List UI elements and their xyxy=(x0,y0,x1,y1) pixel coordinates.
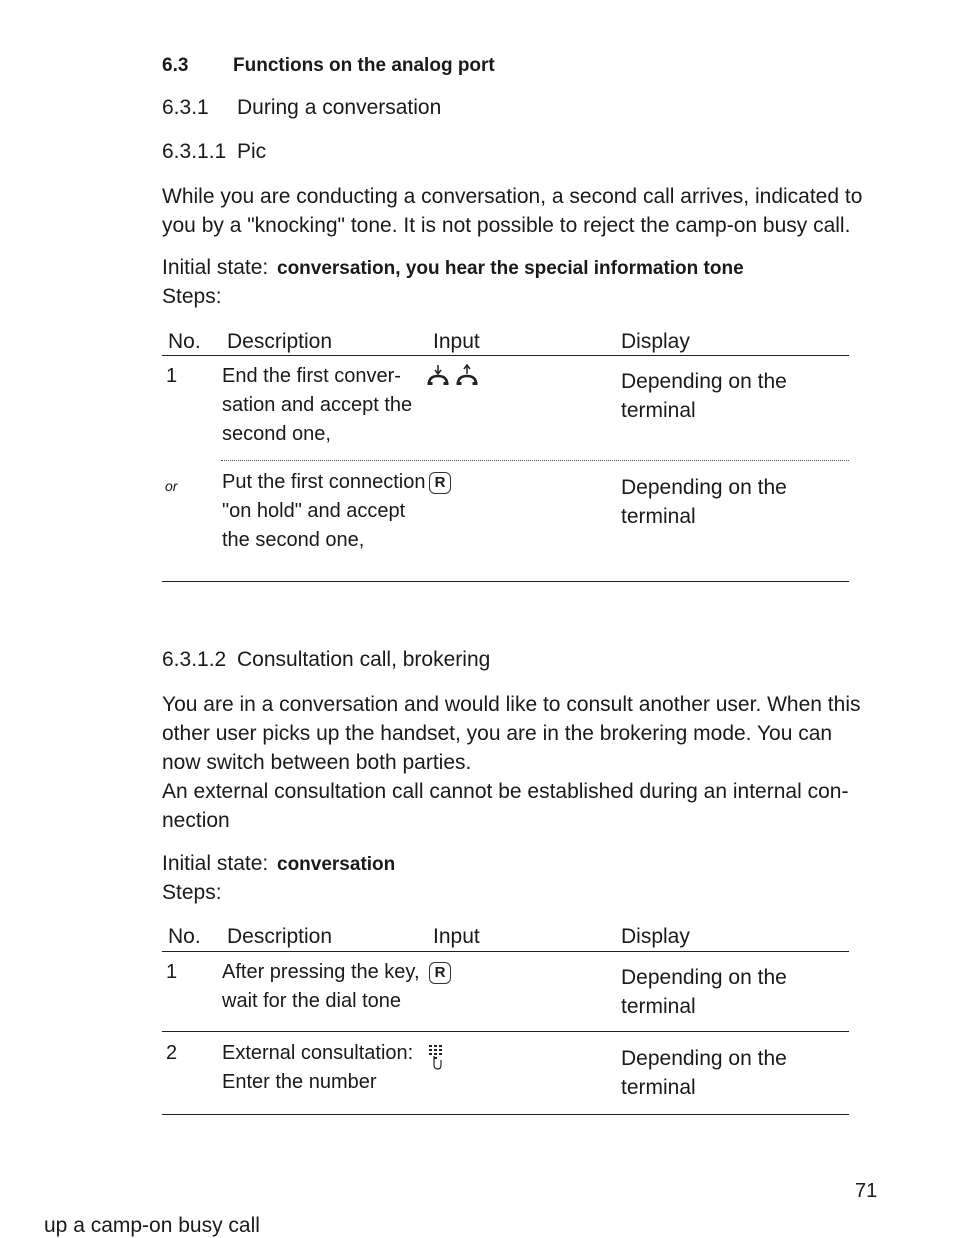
consult-intro xyxy=(162,690,862,835)
hang-up-icon xyxy=(426,364,450,388)
consult-intro-line: nection xyxy=(162,809,230,832)
consult-title: Consultation call, brokering xyxy=(237,648,491,671)
section-title: Functions on the analog port xyxy=(233,55,495,76)
table1-header-rule xyxy=(162,355,849,356)
table1-header-input: Input xyxy=(433,330,480,353)
consult-number: 6.3.1.2 xyxy=(162,648,227,671)
pic-intro-line: you by a "knocking" tone. It is not possible to reject the camp-on busy call. xyxy=(162,214,851,237)
table1-header-description: Description xyxy=(227,330,333,353)
table2-header-no: No. xyxy=(168,925,201,948)
table1-row-separator xyxy=(221,460,849,461)
display-line: Depending on the xyxy=(621,476,787,499)
pic-initial-state-value: conversation, you hear the special information tone xyxy=(277,258,744,279)
keypad-dial-icon xyxy=(426,1043,446,1071)
pic-steps-label: Steps: xyxy=(162,285,222,308)
section-number: 6.3 xyxy=(162,55,189,76)
table2-row-rule xyxy=(162,1031,849,1032)
pick-up-icon xyxy=(455,364,479,388)
page-number: 71 xyxy=(855,1180,878,1202)
description-line: Enter the number xyxy=(222,1071,377,1093)
table2-header-rule xyxy=(162,951,849,952)
recall-key-icon: R xyxy=(429,472,451,494)
table1-row1-display xyxy=(621,367,787,425)
consult-steps-label: Steps: xyxy=(162,881,222,904)
description-line: wait for the dial tone xyxy=(222,990,401,1012)
table2-row2-description xyxy=(222,1039,413,1097)
subsection-title: During a conversation xyxy=(237,96,442,119)
table2-bottom-rule xyxy=(162,1114,849,1115)
recall-key-icon: R xyxy=(429,962,451,984)
table2-header-input: Input xyxy=(433,925,480,948)
pic-number: 6.3.1.1 xyxy=(162,140,227,163)
pic-initial-state-label: Initial state: xyxy=(162,256,269,279)
consult-initial-state-label: Initial state: xyxy=(162,852,269,875)
table1-header-display: Display xyxy=(621,330,690,353)
consult-initial-state-value: conversation xyxy=(277,854,396,875)
table2-row1-no: 1 xyxy=(166,961,178,983)
description-line: second one, xyxy=(222,423,331,445)
description-line: the second one, xyxy=(222,529,365,551)
description-line: Put the first connection xyxy=(222,471,426,493)
consult-intro-line: You are in a conversation and would like to consult another user. When this xyxy=(162,693,861,716)
subsection-number: 6.3.1 xyxy=(162,96,209,119)
table2-row2-no: 2 xyxy=(166,1042,178,1064)
pic-intro-line: While you are conducting a conversation, a second call arrives, indicated to xyxy=(162,185,863,208)
table1-bottom-rule xyxy=(162,581,849,582)
table2-row1-description xyxy=(222,958,420,1016)
consult-intro-line: now switch between both parties. xyxy=(162,751,472,774)
display-line: terminal xyxy=(621,1076,696,1099)
display-line: Depending on the xyxy=(621,1047,787,1070)
table1-row1-description xyxy=(222,362,412,449)
pic-title: Pic xyxy=(237,140,267,163)
consult-intro-line: other user picks up the handset, you are in the brokering mode. You can xyxy=(162,722,833,745)
display-line: terminal xyxy=(621,399,696,422)
description-line: End the first conver- xyxy=(222,365,401,387)
table2-row2-display xyxy=(621,1044,787,1102)
table1-header-no: No. xyxy=(168,330,201,353)
running-footer-text: up a camp-on busy call xyxy=(44,1214,260,1237)
pic-intro xyxy=(162,182,862,240)
description-line: "on hold" and accept xyxy=(222,500,406,522)
table2-header-description: Description xyxy=(227,925,333,948)
display-line: terminal xyxy=(621,505,696,528)
table1-row1-no: 1 xyxy=(166,365,178,387)
display-line: Depending on the xyxy=(621,370,787,393)
table2-header-display: Display xyxy=(621,925,690,948)
description-line: After pressing the key, xyxy=(222,961,420,983)
display-line: Depending on the xyxy=(621,966,787,989)
table2-row1-display xyxy=(621,963,787,1021)
description-line: External consultation: xyxy=(222,1042,414,1064)
description-line: sation and accept the xyxy=(222,394,413,416)
consult-intro-line: An external consultation call cannot be established during an internal con- xyxy=(162,780,849,803)
table1-row2-display xyxy=(621,473,787,531)
display-line: terminal xyxy=(621,995,696,1018)
table1-row2-or: or xyxy=(165,478,178,494)
table1-row2-description xyxy=(222,468,425,555)
